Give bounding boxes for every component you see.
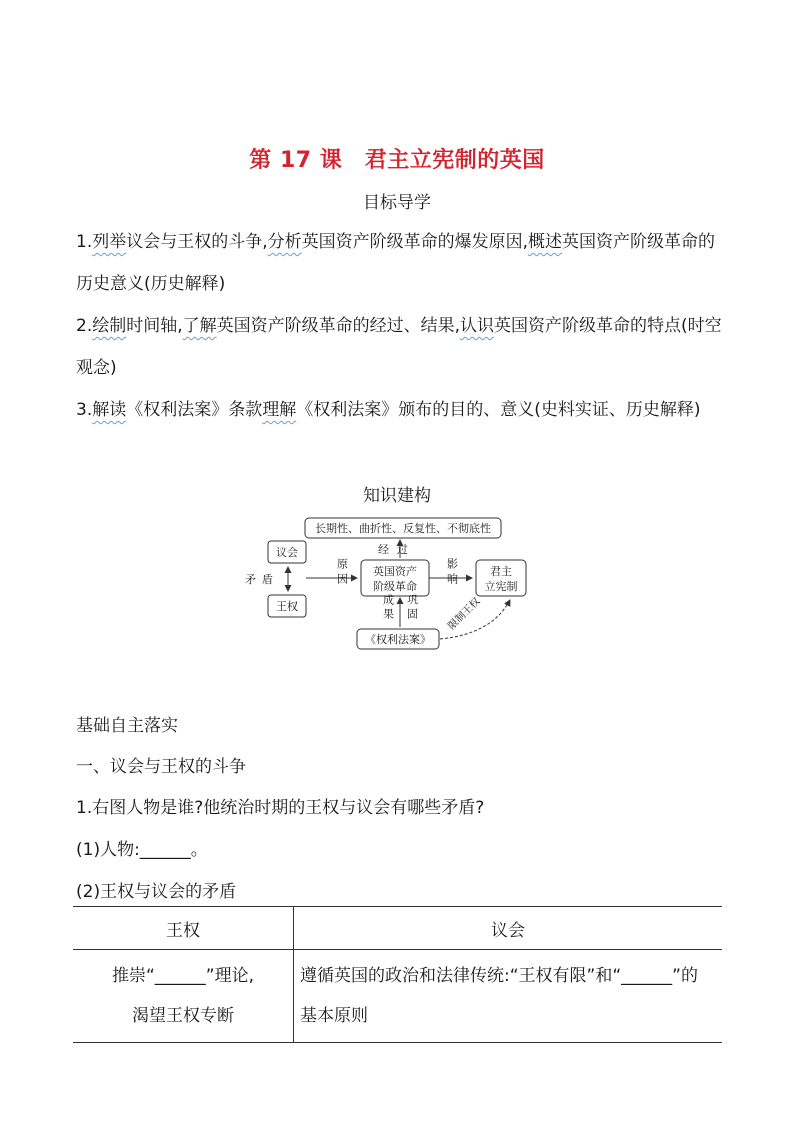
cell-text: 推崇“______”理论, <box>111 966 255 986</box>
table-row <box>73 950 722 1043</box>
table-cell-wangquan <box>73 950 294 1043</box>
cell-text: 遵循英国的政治和法律传统:“王权有限”和“______”的 <box>300 966 698 986</box>
knowledge-heading: 知识建构 <box>363 486 431 506</box>
yuanyin-label: 原因 <box>335 558 349 588</box>
conflict-table <box>73 906 722 1043</box>
table-header-yihui: 议会 <box>294 907 723 950</box>
objectives-heading: 目标导学 <box>363 193 431 213</box>
question-1a: (1)人物:______。 <box>76 840 208 860</box>
jingguo-label: 经过 <box>378 543 416 556</box>
page-title: 第 17 课 君主立宪制的英国 <box>249 148 545 173</box>
gonggu-label: 巩固 <box>405 594 419 622</box>
knowledge-diagram <box>0 512 794 652</box>
table-header-wangquan: 王权 <box>73 907 294 950</box>
objective-item-3: 3.解读《权利法案》条款理解《权利法案》颁布的目的、意义(史料实证、历史解释) <box>76 400 701 420</box>
right-label-2: 立宪制 <box>484 580 518 593</box>
cell-text: 渴望王权专断 <box>132 1006 234 1026</box>
yihui-label: 议会 <box>276 546 298 559</box>
right-label-1: 君主 <box>490 565 512 578</box>
question-1b: (2)王权与议会的矛盾 <box>76 882 237 902</box>
table-header-row <box>73 907 722 950</box>
objective-item-1: 1.列举议会与王权的斗争,分析英国资产阶级革命的爆发原因,概述英国资产阶级革命的历史意义(历史解释) <box>76 232 716 294</box>
xianzhi-label: 限制王权 <box>446 596 483 633</box>
chengguo-label: 成果 <box>381 594 395 622</box>
cell-text: 基本原则 <box>300 1006 368 1026</box>
objective-item-2: 2.绘制时间轴,了解英国资产阶级革命的经过、结果,认识英国资产阶级革命的特点(时空观念) <box>76 316 722 378</box>
yingxiang-label: 影响 <box>445 558 459 588</box>
center-label-2: 阶级革命 <box>373 580 417 593</box>
top-box-label: 长期性、曲折性、反复性、不彻底性 <box>315 522 491 535</box>
wangquan-label: 王权 <box>276 600 298 613</box>
section-1-heading: 一、议会与王权的斗争 <box>76 757 246 777</box>
table-cell-yihui <box>294 950 723 1043</box>
bottom-box-label: 《权利法案》 <box>365 633 431 646</box>
question-1: 1.右图人物是谁?他统治时期的王权与议会有哪些矛盾? <box>76 798 485 818</box>
maodun-label: 矛盾 <box>245 573 279 586</box>
basics-heading: 基础自主落实 <box>76 716 178 736</box>
center-label-1: 英国资产 <box>373 565 417 578</box>
